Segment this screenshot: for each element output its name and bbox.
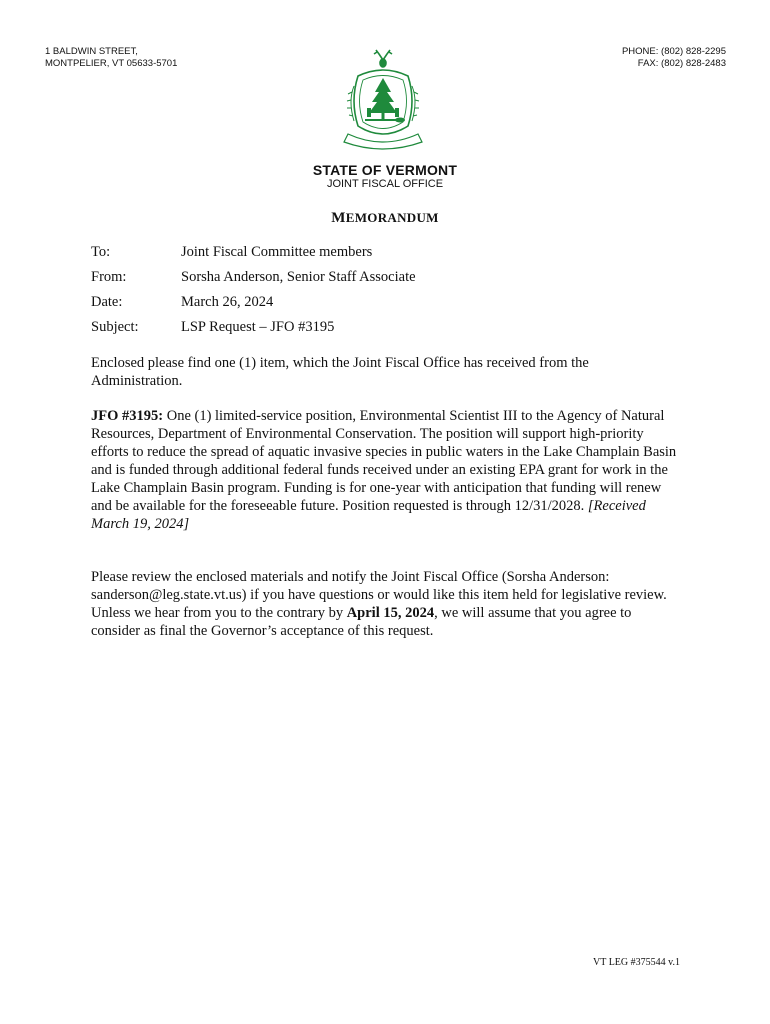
memo-title — [0, 210, 770, 227]
sender-address — [45, 46, 177, 70]
phone-number: PHONE: (802) 828-2295 — [621, 46, 726, 57]
intro-paragraph: Enclosed please find one (1) item, which the Joint Fiscal Office has received from the Administration. — [91, 355, 589, 389]
subject-row — [91, 319, 334, 336]
jfo-number: JFO #3195: — [91, 408, 164, 424]
address-line-1: 1 BALDWIN STREET, — [45, 46, 138, 57]
document-id: VT LEG #375544 v.1 — [593, 957, 680, 968]
fax-number: FAX: (802) 828-2483 — [637, 58, 726, 69]
subject-value: LSP Request – JFO #3195 — [181, 319, 335, 335]
date-label: Date: — [91, 294, 123, 310]
deadline-date: April 15, 2024 — [346, 605, 435, 621]
from-label: From: — [91, 269, 127, 285]
date-value: March 26, 2024 — [181, 294, 274, 310]
memo-title-initial: M — [331, 210, 346, 226]
from-value: Sorsha Anderson, Senior Staff Associate — [181, 269, 416, 285]
vermont-state-seal-icon — [338, 46, 428, 156]
review-text-a: Please review the enclosed materials and notify the Joint Fiscal Office (Sorsha Anderson: sanderson@leg.state.vt.us) if you have questions or would like this item held for legislative review. Unless we hear from you to the contrary by — [91, 569, 667, 621]
office-name: JOINT FISCAL OFFICE — [326, 178, 444, 190]
subject-label: Subject: — [91, 319, 139, 335]
memo-title-rest: EMORANDUM — [345, 210, 439, 225]
address-line-2: MONTPELIER, VT 05633-5701 — [45, 58, 178, 69]
jfo-description: One (1) limited-service position, Environmental Scientist III to the Agency of Natural Resources, Department of Environmental Conservation. The position will support high-priority efforts to reduce the spread of aquatic invasive species in public waters in the Lake Champlain Basin and is funded through additional federal funds received under an existing EPA grant for work in the Lake Champlain Basin program. Funding is for one-year with anticipation that funding will renew and be available for the foreseeable future. Position requested is through 12/31/2028. — [91, 408, 677, 514]
jfo-item-paragraph — [91, 407, 681, 533]
to-value: Joint Fiscal Committee members — [181, 244, 373, 260]
to-row — [91, 244, 372, 261]
date-row — [91, 294, 273, 311]
contact-numbers — [622, 46, 726, 70]
review-text-b: , we will assume that you agree to consider as final the Governor’s acceptance of this request. — [91, 605, 632, 639]
to-label: To: — [91, 244, 111, 260]
received-date: [Received March 19, 2024] — [91, 498, 646, 532]
review-paragraph — [91, 568, 681, 640]
state-name: STATE OF VERMONT — [312, 162, 458, 178]
from-row — [91, 269, 416, 286]
